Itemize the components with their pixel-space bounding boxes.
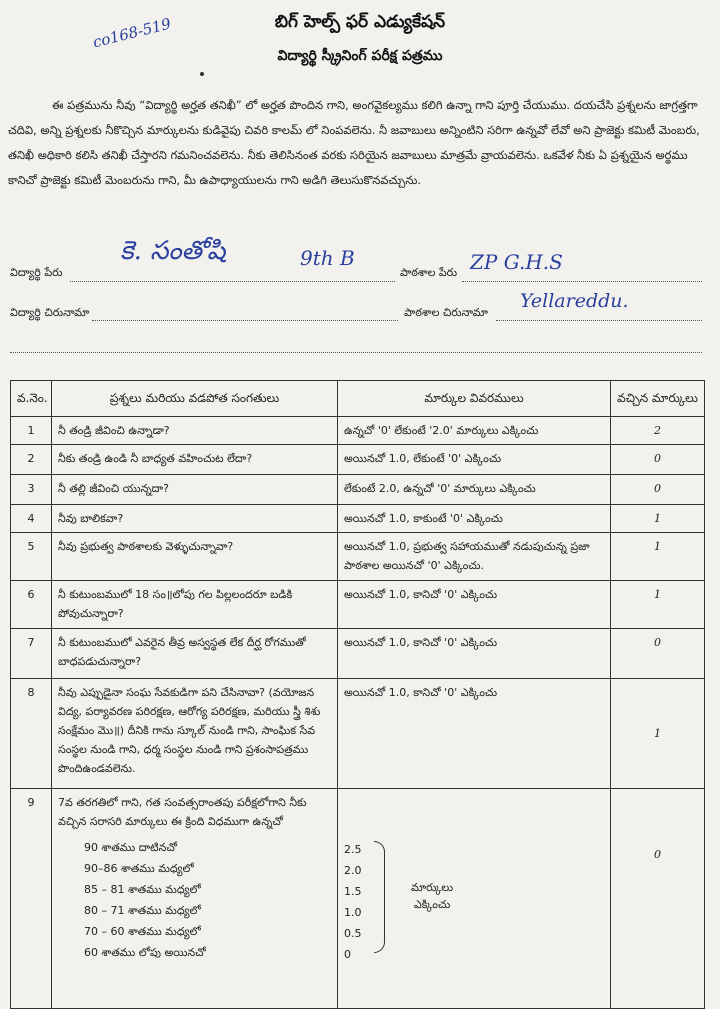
row-question: నీ కుటుంబములో 18 సం॥లోపు గల పిల్లలందరూ బడికి పోవుచున్నారా? [52, 581, 338, 629]
row-number: 1 [11, 417, 52, 445]
row-number: 5 [11, 533, 52, 581]
organization-title: బిగ్ హెల్ప్ ఫర్ ఎడ్యుకేషన్ [274, 12, 446, 32]
row9-question-text: 7వ తరగతిలో గాని, గత సంవత్సరాంతపు పరీక్షలోగాని నీకు వచ్చిన సరాసరి మార్కులు ఈ క్రింది విధముగా ఉన్నచో [58, 796, 307, 828]
row-score[interactable]: 0 [611, 629, 705, 679]
table-row [11, 679, 705, 789]
points-item: 2.5 [344, 843, 362, 856]
row-score[interactable]: 2 [611, 417, 705, 445]
row-score[interactable]: 1 [611, 505, 705, 533]
student-name-dotted-line [70, 281, 395, 282]
row-number: 7 [11, 629, 52, 679]
form-title: విద్యార్థి స్క్రీనింగ్ పరీక్ష పత్రము [277, 48, 443, 64]
row-score[interactable]: 0 [611, 475, 705, 505]
row-question: నీ కుటుంబములో ఎవరైన తీవ్ర అస్వస్థత లేక దీర్ఘ రోగముతో బాధపడుచున్నారా? [52, 629, 338, 679]
row-marks-detail: అయినచో 1.0, కానిచో '0' ఎక్కించు [338, 629, 611, 679]
grade-range-item: 90 శాతము దాటినచో [84, 841, 177, 854]
school-name-label: పాఠశాల పేరు [400, 266, 458, 279]
table-row [11, 445, 705, 475]
grade-range-item: 85 – 81 శాతము మధ్యలో [84, 883, 201, 896]
header-questions: ప్రశ్నలు మరియు వడపోత సంగతులు [52, 381, 338, 417]
table-row [11, 417, 705, 445]
points-item: 2.0 [344, 864, 362, 877]
table-row [11, 533, 705, 581]
row-number: 3 [11, 475, 52, 505]
row-number: 8 [11, 679, 52, 789]
row-marks-detail: అయినచో 1.0, ప్రభుత్వ సహాయముతో నడుపుచున్న ప్రజా పాఠశాల అయినచో '0' ఎక్కించు. [338, 533, 611, 581]
table-row [11, 789, 705, 1009]
table-row [11, 581, 705, 629]
school-name-value[interactable]: ZP G.H.S [470, 250, 563, 274]
header-obtained-marks: వచ్చిన మార్కులు [611, 381, 705, 417]
row-marks-detail: అయినచో 1.0, కానిచో '0' ఎక్కించు [338, 679, 611, 789]
curly-brace [374, 841, 385, 953]
row-question: నీకు తండ్రి ఉండి నీ బాధ్యత వహించుట లేదా? [52, 445, 338, 475]
row-score[interactable]: 0 [611, 445, 705, 475]
screening-table [10, 380, 705, 1009]
points-item: 0.5 [344, 927, 362, 940]
row-score[interactable]: 1 [611, 679, 705, 789]
row-question [52, 789, 338, 1009]
row-marks-detail: అయినచో 1.0, లేకుంటే '0' ఎక్కించు [338, 445, 611, 475]
student-address-dotted-line [92, 320, 398, 321]
header-marks-detail: మార్కుల వివరములు [338, 381, 611, 417]
row-marks-detail: అయినచో 1.0, కానిచో '0' ఎక్కించు [338, 581, 611, 629]
row-question: నీవు ఎప్పుడైనా సంఘ సేవకుడిగా పని చేసినావా? (వయోజన విద్య, పర్యావరణ పరిరక్షణ, ఆరోగ్య పరిరక్షణ, మరియు స్త్రీ శిశు సంక్షేమం మొ॥) దీనికి గాను స్కూల్ నుండి గాని, సాంఘిక సేవ సంస్థల నుండి గాని, ధర్మ సంస్థల నుండి గాని ప్రశంసాపత్రము పొందిఉండవలెను. [52, 679, 338, 789]
school-name-dotted-line [462, 281, 702, 282]
extra-dotted-line [10, 352, 702, 353]
row-number: 9 [11, 789, 52, 1009]
row-number: 6 [11, 581, 52, 629]
row-marks-detail: లేకుంటే 2.0, ఉన్నచో '0' మార్కులు ఎక్కించు [338, 475, 611, 505]
row-score[interactable]: 1 [611, 533, 705, 581]
table-row [11, 475, 705, 505]
points-item: 1.5 [344, 885, 362, 898]
points-item: 0 [344, 948, 351, 961]
header-serial: వ.నెం. [11, 381, 52, 417]
row-question: నీ తండ్రి జీవించి ఉన్నాడా? [52, 417, 338, 445]
grade-range-item: 70 – 60 శాతము మధ్యలో [84, 925, 201, 938]
grade-range-item: 90–86 శాతము మధ్యలో [84, 862, 194, 875]
decorative-dot [200, 72, 204, 76]
brace-label: మార్కులు ఎక్కించు [410, 881, 454, 911]
grade-range-item: 80 – 71 శాతము మధ్యలో [84, 904, 201, 917]
grade-ranges [84, 837, 331, 963]
instructions-paragraph: ఈ పత్రమును నీవు “విద్యార్థి అర్హత తనిఖీ” లో అర్హత పొందిన గాని, అంగవైకల్యము కలిగి ఉన్నా గాని పూర్తి చేయుము. దయచేసి ప్రశ్నలను జాగ్రత్తగా చదివి, అన్ని ప్రశ్నలకు నీకొచ్చిన మార్కులను కుడివైపు చివరి కాలమ్ లో నింపవలెను. నీ జవాబులు అన్నింటిని సరిగా ఉన్నవో లేవో అని ప్రాజెక్టు కమిటీ మెంబరు, తనిఖీ అధికారి కలిసి తనిఖీ చేస్తారని గమనించవలెను. నీకు తెలిసినంత వరకు సరియైన జవాబులు మాత్రమే వ్రాయవలెను. ఒకవేళ నీకు ఏ ప్రశ్నయైన అర్థము కానిచో ప్రాజెక్టు కమిటీ మెంబరును గాని, మీ ఉపాధ్యాయులను గాని అడిగి తెలుసుకొనవచ్చును. [8, 98, 700, 187]
row-marks-detail: అయినచో 1.0, కాకుంటే '0' ఎక్కించు [338, 505, 611, 533]
school-address-label: పాఠశాల చిరునామా [404, 306, 488, 319]
points-item: 1.0 [344, 906, 362, 919]
row-question: నీ తల్లి జీవించి యున్నదా? [52, 475, 338, 505]
row-number: 2 [11, 445, 52, 475]
row-score[interactable]: 1 [611, 581, 705, 629]
school-address-value[interactable]: Yellareddu. [520, 290, 629, 312]
student-name-label: విద్యార్థి పేరు [10, 266, 63, 279]
table-row [11, 505, 705, 533]
row-question: నీవు బాలికవా? [52, 505, 338, 533]
row-marks-detail [338, 789, 611, 1009]
table-row [11, 629, 705, 679]
row-marks-detail: ఉన్నచో '0' లేకుంటే '2.0' మార్కులు ఎక్కించు [338, 417, 611, 445]
school-address-dotted-line [496, 320, 702, 321]
row-score[interactable]: 0 [611, 789, 705, 1009]
form-code: co168-519 [91, 14, 173, 52]
student-name-value[interactable]: కె. సంతోషి [120, 236, 226, 266]
points-list [344, 839, 362, 965]
student-class-value[interactable]: 9th B [300, 246, 355, 270]
row-question: నీవు ప్రభుత్వ పాఠశాలకు వెళ్ళుచున్నావా? [52, 533, 338, 581]
row-number: 4 [11, 505, 52, 533]
student-address-label: విద్యార్థి చిరునామా [10, 306, 90, 319]
grade-range-item: 60 శాతము లోపు అయినచో [84, 946, 206, 959]
